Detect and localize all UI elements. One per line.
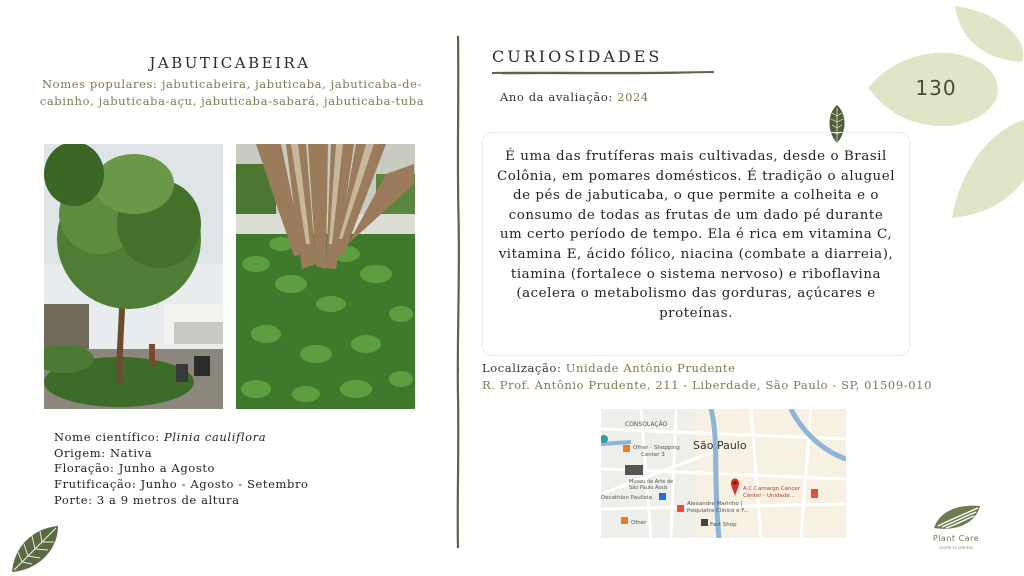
map-label-decathlon: Decathlon Paulista — [601, 495, 653, 501]
fact-flowering: Floração: Junho a Agosto — [54, 461, 216, 476]
location-info — [482, 360, 932, 393]
location-value: Unidade Antônio Prudente — [565, 361, 736, 375]
map-label-accamargo-2: Center - Unidade... — [743, 493, 796, 499]
map-label-shopping-2: Center 3 — [641, 452, 665, 458]
logo-leaf-icon — [932, 502, 982, 532]
map-label-museu-1: Museu de Arte de — [629, 479, 674, 485]
map-label-consolacao: CONSOLAÇÃO — [625, 421, 668, 428]
logo-name: Plant Care — [932, 534, 980, 543]
fact-origin: Origem: Nativa — [54, 445, 153, 460]
tree-photo — [44, 144, 223, 409]
map-label-alexandre-2: Psiquiatra Clínico e F... — [687, 508, 749, 514]
location-label: Localização: — [482, 361, 562, 375]
fact-size: Porte: 3 a 9 metros de altura — [54, 492, 240, 507]
popular-names-label: Nomes populares: — [42, 77, 158, 91]
map-label-ofner: Ofner — [631, 520, 647, 526]
map-label-fastshop: Fast Shop — [710, 522, 737, 528]
page-number: 130 — [915, 76, 957, 100]
evaluation-year-value: 2024 — [617, 90, 649, 104]
map-label-accamargo-1: A.C.Camargo Cancer — [743, 486, 801, 492]
fact-fruiting: Frutificação: Junho - Agosto - Setembro — [54, 477, 309, 492]
section-title-curiosities: CURIOSIDADES — [492, 47, 663, 66]
location-line — [482, 360, 932, 377]
evaluation-year — [500, 90, 649, 104]
map-label-shopping-1: Ofner - Shopping — [633, 445, 680, 451]
evaluation-year-label: Ano da avaliação: — [500, 90, 613, 104]
location-map[interactable] — [601, 409, 846, 538]
logo-tagline: saúde as plantas — [939, 545, 973, 550]
popular-names — [32, 76, 432, 110]
plant-care-logo — [918, 500, 994, 552]
fact-scientific-name: Nome científico: Plinia cauliflora — [54, 430, 267, 444]
title-underline — [492, 69, 714, 77]
plant-title: JABUTICABEIRA — [149, 54, 311, 72]
trunk-photo — [236, 144, 415, 409]
curiosity-text: É uma das frutíferas mais cultivadas, desde o Brasil Colônia, em pomares domésticos. É tradição o aluguel de pés de jabuticaba, o que permite a colheita e o consumo de todas as frutas de um dado pé durante um certo período de tempo. Ela é rica em vitamina C, vitamina E, ácido fólico, niacina (combate a diarreia), tiamina (fortalece o sistema nervoso) e riboflavina (acelera o metabolismo das gorduras, açúcares e proteínas. — [496, 149, 896, 321]
popular-names-value: jabuticabeira, jabuticaba, jabuticaba-de-cabinho, jabuticaba-açu, jabuticaba-sabará, jabuticaba-tuba — [39, 77, 425, 108]
map-label-museu-2: São Paulo Assis — [629, 485, 668, 491]
column-divider — [454, 36, 462, 548]
bottom-leaf-icon — [8, 522, 62, 576]
plant-facts — [54, 430, 309, 509]
map-label-alexandre-1: Alexandre Marinho | — [687, 501, 743, 507]
map-label-city: São Paulo — [693, 439, 747, 452]
location-address: R. Prof. Antônio Prudente, 211 - Liberdade, São Paulo - SP, 01509-010 — [482, 377, 932, 392]
